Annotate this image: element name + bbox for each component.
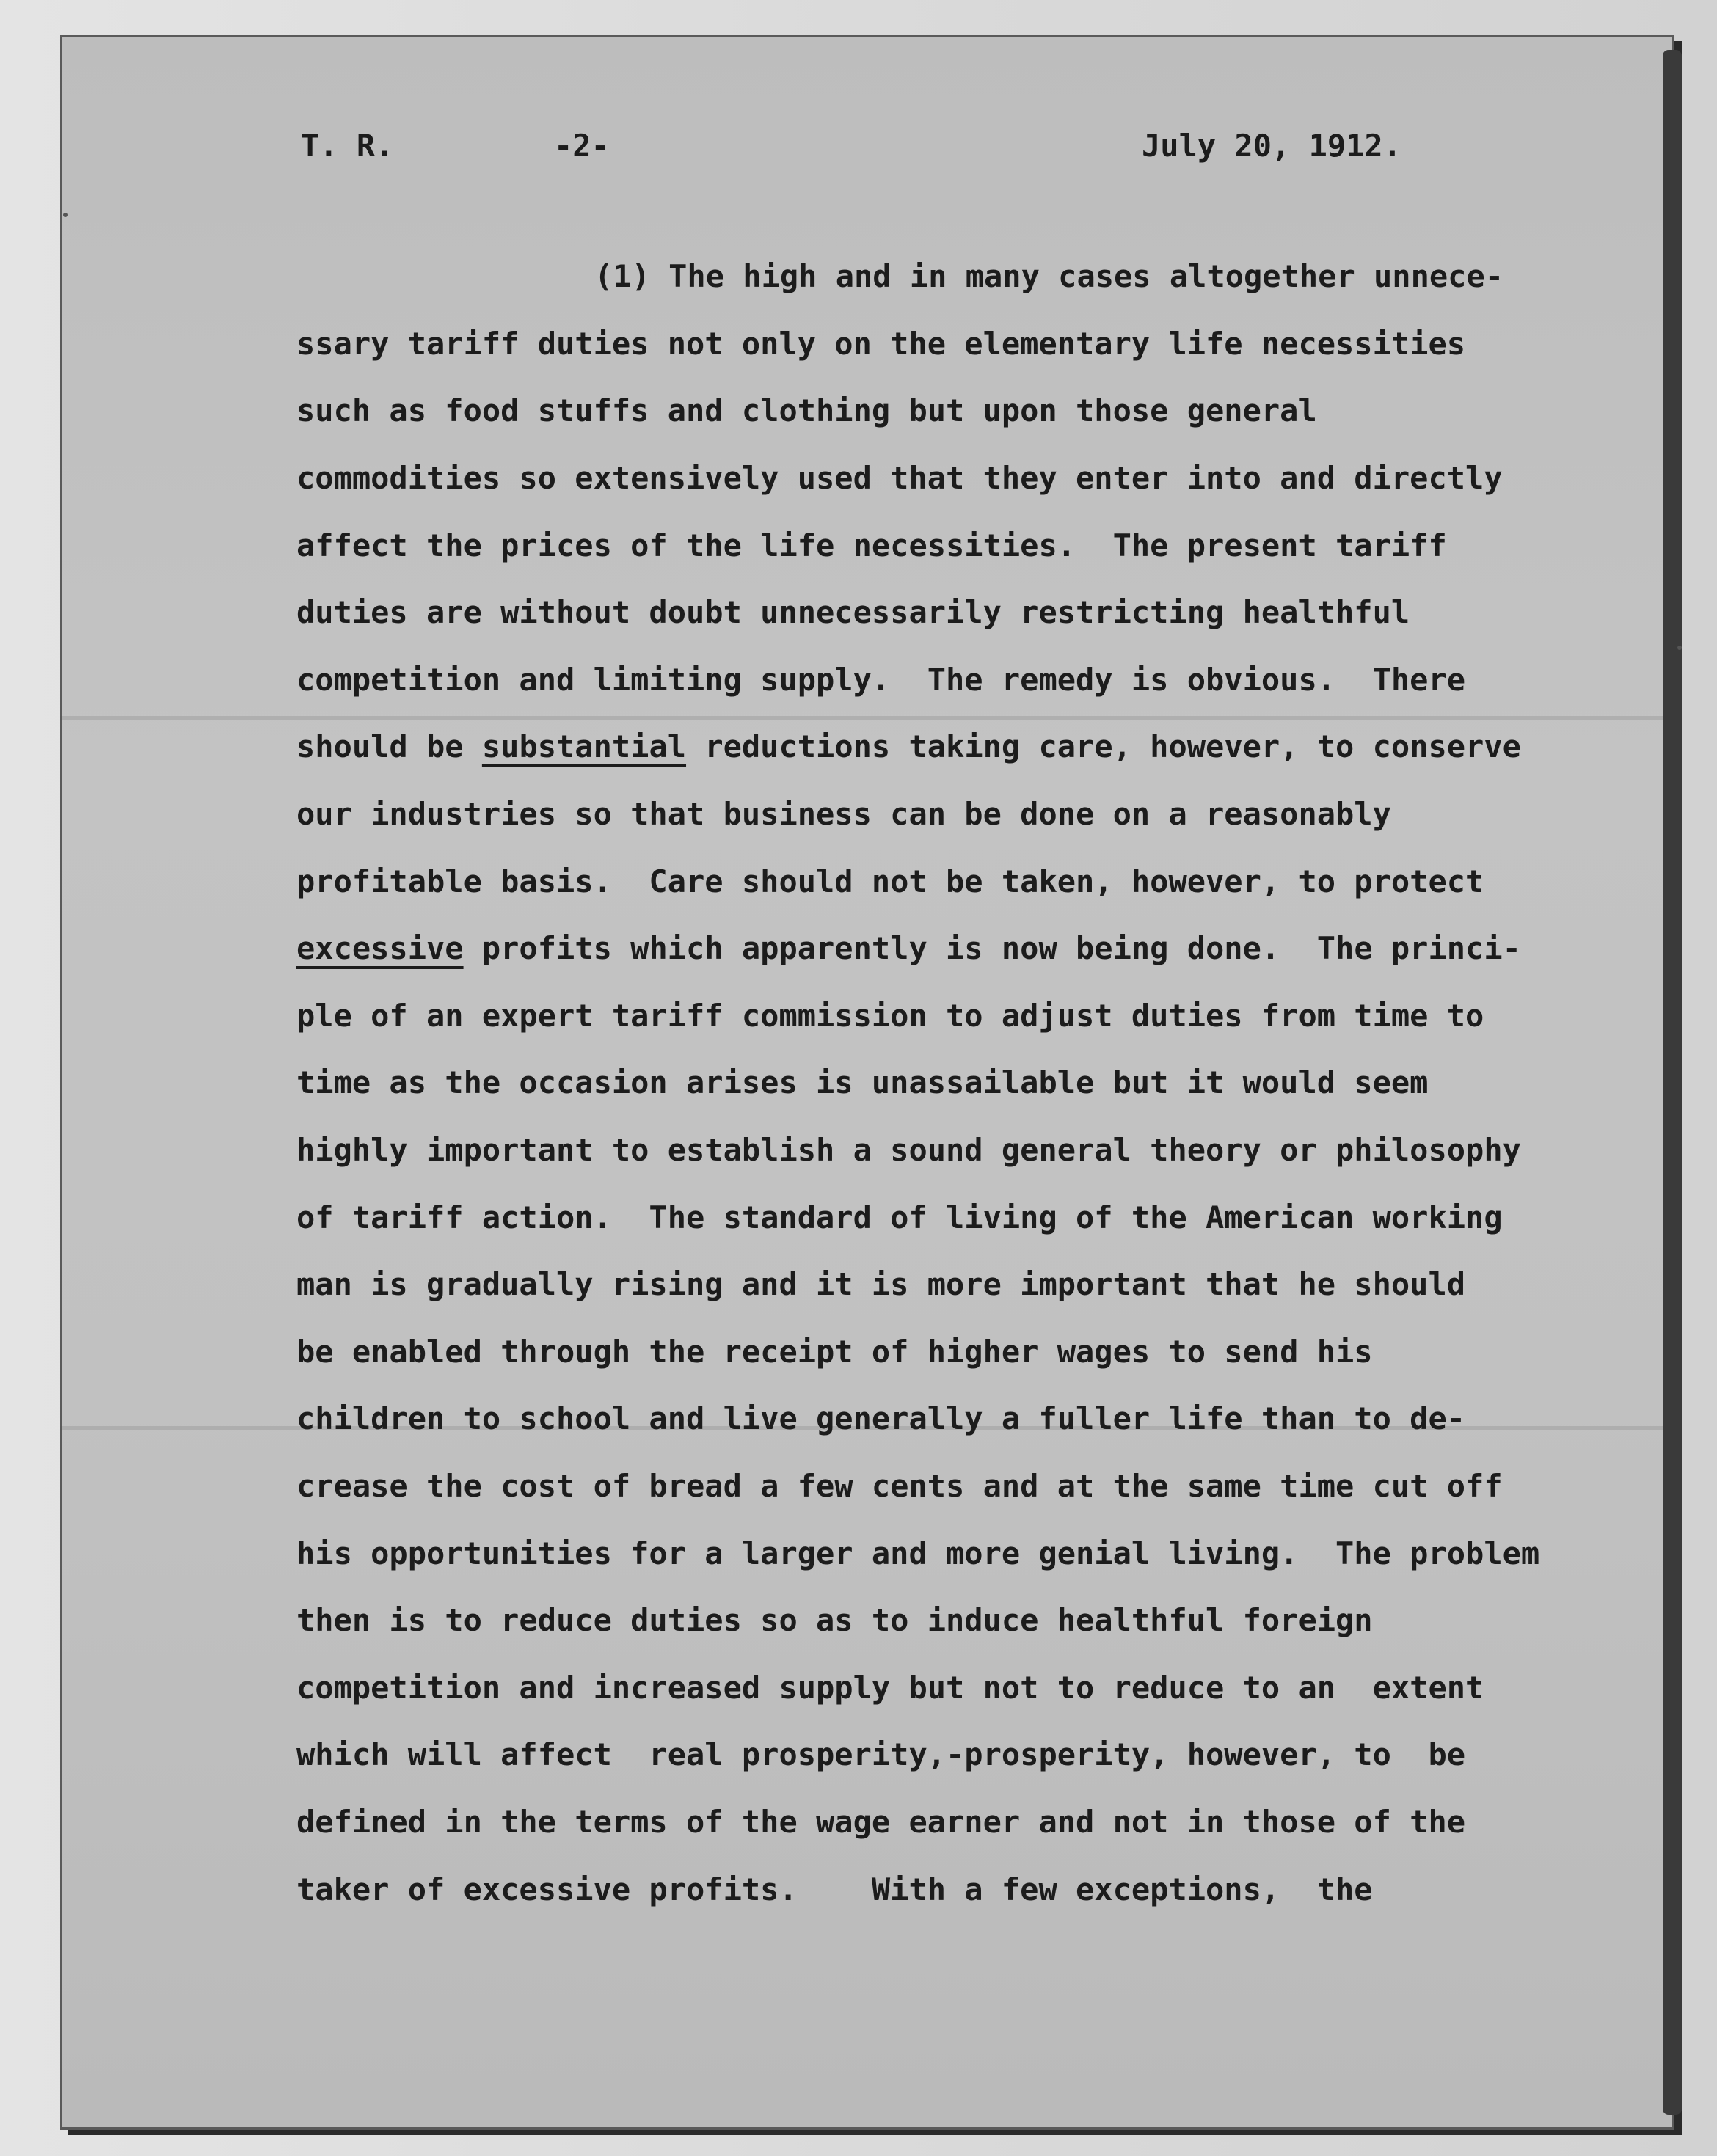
body-line-17: be enabled through the receipt of higher wages to send his	[296, 1334, 1373, 1370]
body-line-6: duties are without doubt unnecessarily restricting healthful	[296, 594, 1410, 630]
body-line-24: defined in the terms of the wage earner and not in those of the	[296, 1804, 1466, 1840]
body-line-14: highly important to establish a sound general theory or philosophy	[296, 1132, 1521, 1168]
body-line-23: which will affect real prosperity,-prosperity, however, to be	[296, 1736, 1466, 1772]
body-line-25: taker of excessive profits. With a few exceptions, the	[296, 1871, 1373, 1907]
body-line-22: competition and increased supply but not to reduce to an extent	[296, 1670, 1484, 1706]
underlined-word-excessive: excessive	[296, 930, 464, 966]
body-line-2: ssary tariff duties not only on the elementary life necessities	[296, 326, 1466, 362]
header-page-number: -2-	[554, 128, 610, 164]
fold-crease-upper	[60, 716, 1674, 720]
body-line-13: time as the occasion arises is unassailable but it would seem	[296, 1064, 1429, 1100]
body-line-9: our industries so that business can be done on a reasonably	[296, 796, 1391, 832]
body-line-12: ple of an expert tariff commission to adjust duties from time to	[296, 998, 1484, 1034]
body-line-7: competition and limiting supply. The remedy is obvious. There	[296, 662, 1466, 698]
body-line-20: his opportunities for a larger and more genial living. The problem	[296, 1535, 1540, 1571]
body-line-16: man is gradually rising and it is more important that he should	[296, 1266, 1466, 1302]
body-line-3: such as food stuffs and clothing but upon those general	[296, 392, 1317, 428]
body-line-21: then is to reduce duties so as to induce healthful foreign	[296, 1602, 1373, 1638]
body-line-19: crease the cost of bread a few cents and at the same time cut off	[296, 1468, 1503, 1504]
body-line-10: profitable basis. Care should not be taken, however, to protect	[296, 863, 1484, 899]
body-line-11: excessive profits which apparently is now being done. The princi-	[296, 930, 1521, 966]
body-line-1: (1) The high and in many cases altogether unnece-	[594, 258, 1504, 294]
body-line-8: should be substantial reductions taking care, however, to conserve	[296, 728, 1521, 764]
header-date: July 20, 1912.	[1142, 128, 1402, 164]
body-line-4: commodities so extensively used that they enter into and directly	[296, 460, 1503, 496]
paper-speck	[63, 213, 68, 217]
page-edge-shadow	[1663, 50, 1682, 2115]
paper-speck	[1677, 646, 1682, 650]
underlined-word-substantial: substantial	[481, 728, 687, 764]
body-line-18: children to school and live generally a fuller life than to de-	[296, 1400, 1466, 1436]
header-addressee: T. R.	[301, 128, 394, 164]
body-line-5: affect the prices of the life necessities. The present tariff	[296, 527, 1447, 563]
body-line-15: of tariff action. The standard of living of the American working	[296, 1199, 1503, 1235]
